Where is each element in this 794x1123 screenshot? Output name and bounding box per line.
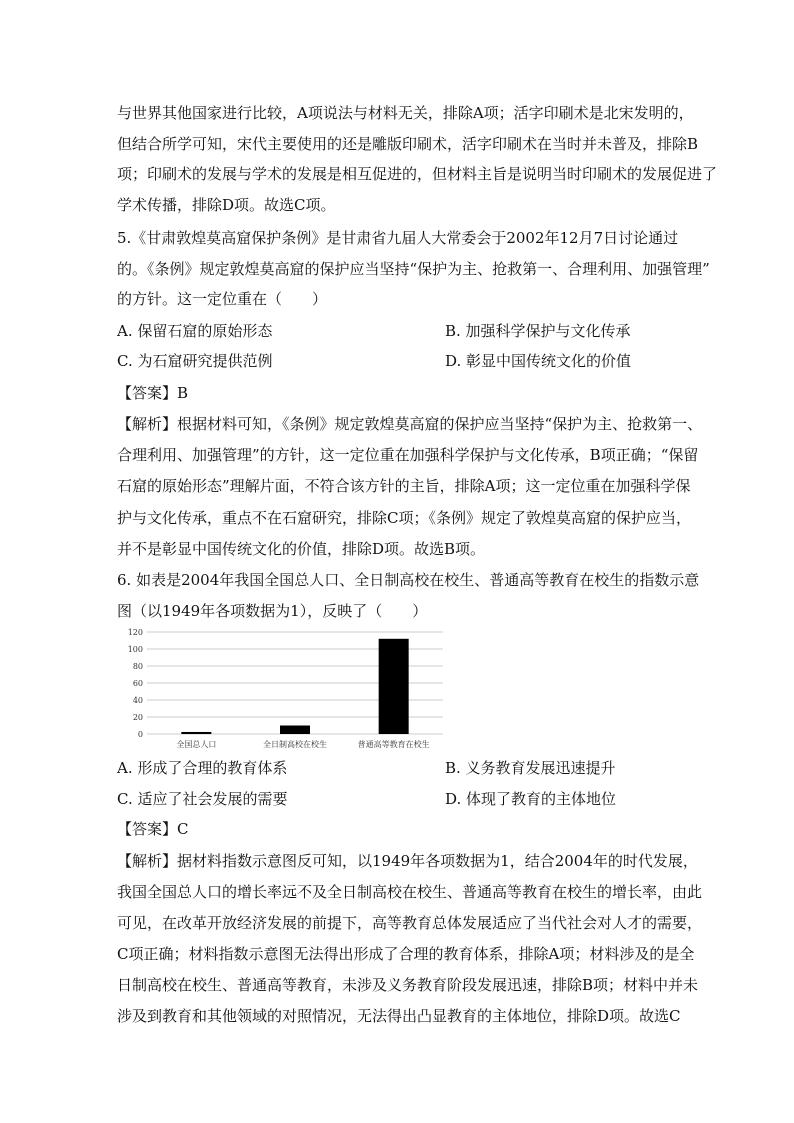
q5-analysis-line: 石窟的原始形态”理解片面，不符合该方针的主旨，排除A项；这一定位重在加强科学保 xyxy=(117,477,691,495)
y-tick-label: 60 xyxy=(132,679,143,688)
x-tick-label: 普通高等教育在校生 xyxy=(357,740,430,749)
q5-analysis-line: 护与文化传承，重点不在石窟研究，排除C项；《条例》规定了敦煌莫高窟的保护应当， xyxy=(117,509,691,527)
q6-option-a: A. 形成了合理的教育体系 xyxy=(117,759,288,777)
y-tick-label: 20 xyxy=(132,713,143,722)
q5-answer: 【答案】B xyxy=(117,384,189,402)
prev-explanation-line: 但结合所学可知，宋代主要使用的还是雕版印刷术，活字印刷术在当时并未普及，排除B xyxy=(117,135,699,153)
prev-explanation-line: 学术传播，排除D项。故选C项。 xyxy=(117,196,336,214)
q5-analysis-line: 合理利用、加强管理”的方针，这一定位重在加强科学保护与文化传承，B项正确；“保留 xyxy=(117,446,699,464)
q5-stem-line: 5.《甘肃敦煌莫高窟保护条例》是甘肃省九届人大常委会于2002年12月7日讨论通过 xyxy=(117,229,679,247)
q5-analysis-line: 【解析】根据材料可知，《条例》规定敦煌莫高窟的保护应当坚持“保护为主、抢救第一、 xyxy=(117,415,703,433)
q6-analysis-line: 【解析】据材料指数示意图反可知，以1949年各项数据为1，结合2004年的时代发展， xyxy=(117,852,698,870)
q5-option-d: D. 彰显中国传统文化的价值 xyxy=(445,352,632,370)
q6-option-c: C. 适应了社会发展的需要 xyxy=(117,790,288,808)
y-tick-label: 40 xyxy=(132,696,143,705)
y-tick-label: 0 xyxy=(137,730,143,739)
q6-option-b: B. 义务教育发展迅速提升 xyxy=(445,759,616,777)
bar xyxy=(181,732,211,734)
bar xyxy=(379,639,409,734)
y-tick-label: 80 xyxy=(132,662,143,671)
q5-option-b: B. 加强科学保护与文化传承 xyxy=(445,322,631,340)
q6-analysis-line: 涉及到教育和其他领域的对照情况，无法得出凸显教育的主体地位，排除D项。故选C xyxy=(117,1007,681,1025)
q5-option-c: C. 为石窟研究提供范例 xyxy=(117,352,273,370)
q5-stem-line: 的方针。这一定位重在（ ） xyxy=(117,290,328,308)
q6-stem-line: 图（以1949年各项数据为1），反映了（ ） xyxy=(117,602,428,620)
q5-analysis-line: 并不是彰显中国传统文化的价值，排除D项。故选B项。 xyxy=(117,540,486,558)
q6-analysis-line: 日制高校在校生、普通高等教育，未涉及义务教育阶段发展迅速，排除B项；材料中并未 xyxy=(117,976,699,994)
y-tick-label: 120 xyxy=(127,628,143,637)
q6-analysis-line: C项正确；材料指数示意图无法得出形成了合理的教育体系，排除A项；材料涉及的是全 xyxy=(117,945,695,963)
q5-stem-line: 的。《条例》规定敦煌莫高窟的保护应当坚持“保护为主、抢救第一、合理利用、加强管理” xyxy=(117,260,710,278)
q6-analysis-line: 可见，在改革开放经济发展的前提下，高等教育总体发展适应了当代社会对人才的需要， xyxy=(117,914,703,932)
bar xyxy=(280,726,310,735)
q6-analysis-line: 我国全国总人口的增长率远不及全日制高校在校生、普通高等教育在校生的增长率，由此 xyxy=(117,883,703,901)
q5-option-a: A. 保留石窟的原始形态 xyxy=(117,322,273,340)
q6-answer: 【答案】C xyxy=(117,820,189,838)
index-bar-chart xyxy=(117,628,447,752)
q6-stem-line: 6. 如表是2004年我国全国总人口、全日制高校在校生、普通高等教育在校生的指数示意 xyxy=(117,571,700,589)
prev-explanation-line: 与世界其他国家进行比较，A项说法与材料无关，排除A项；活字印刷术是北宋发明的， xyxy=(117,104,694,122)
y-tick-label: 100 xyxy=(127,645,143,654)
prev-explanation-line: 项；印刷术的发展与学术的发展是相互促进的，但材料主旨是说明当时印刷术的发展促进了 xyxy=(117,165,718,183)
x-tick-label: 全国总人口 xyxy=(176,740,217,749)
x-tick-label: 全日制高校在校生 xyxy=(263,740,327,749)
q6-option-d: D. 体现了教育的主体地位 xyxy=(445,790,617,808)
